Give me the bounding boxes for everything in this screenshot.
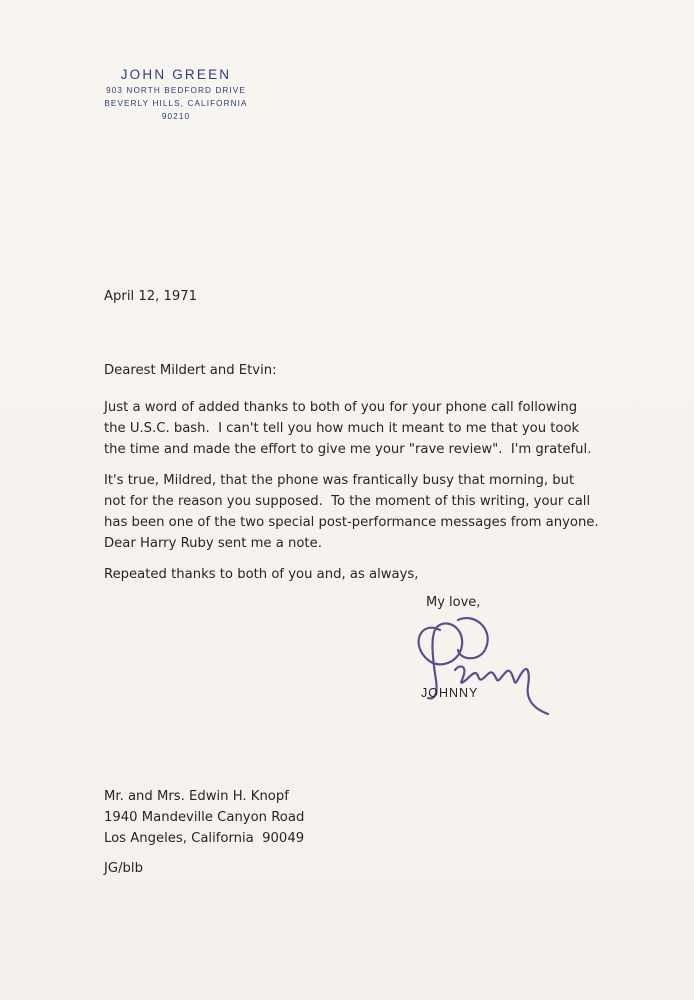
body-paragraph-2: It's true, Mildred, that the phone was frantically busy that morning, but not for the reason you supposed. To the moment of this writing, your call has been one of the two special post-performance messages from anyone. Dear Harry Ruby sent me a note. xyxy=(104,473,599,551)
letterhead-city: BEVERLY HILLS, CALIFORNIA xyxy=(104,99,248,108)
body-paragraph-3: Repeated thanks to both of you and, as always, xyxy=(104,567,419,582)
closing: My love, xyxy=(426,595,481,610)
letterhead xyxy=(88,66,264,123)
letterhead-name: JOHN GREEN xyxy=(120,67,232,82)
letter-date: April 12, 1971 xyxy=(104,289,198,304)
handwritten-signature xyxy=(400,600,570,730)
reference-initials: JG/blb xyxy=(104,861,143,876)
salutation: Dearest Mildert and Etvin: xyxy=(104,363,277,378)
body-paragraph-1: Just a word of added thanks to both of you for your phone call following the U.S.C. bash. I can't tell you how much it meant to me that you took the time and made the effort to give me your "rave review". I'm grateful. xyxy=(104,400,592,457)
letterhead-zip: 90210 xyxy=(161,112,191,121)
recipient-address: Mr. and Mrs. Edwin H. Knopf 1940 Mandeville Canyon Road Los Angeles, California 90049 xyxy=(104,789,305,846)
typed-name: JOHNNY xyxy=(421,686,479,700)
letterhead-street: 903 NORTH BEDFORD DRIVE xyxy=(106,86,246,95)
